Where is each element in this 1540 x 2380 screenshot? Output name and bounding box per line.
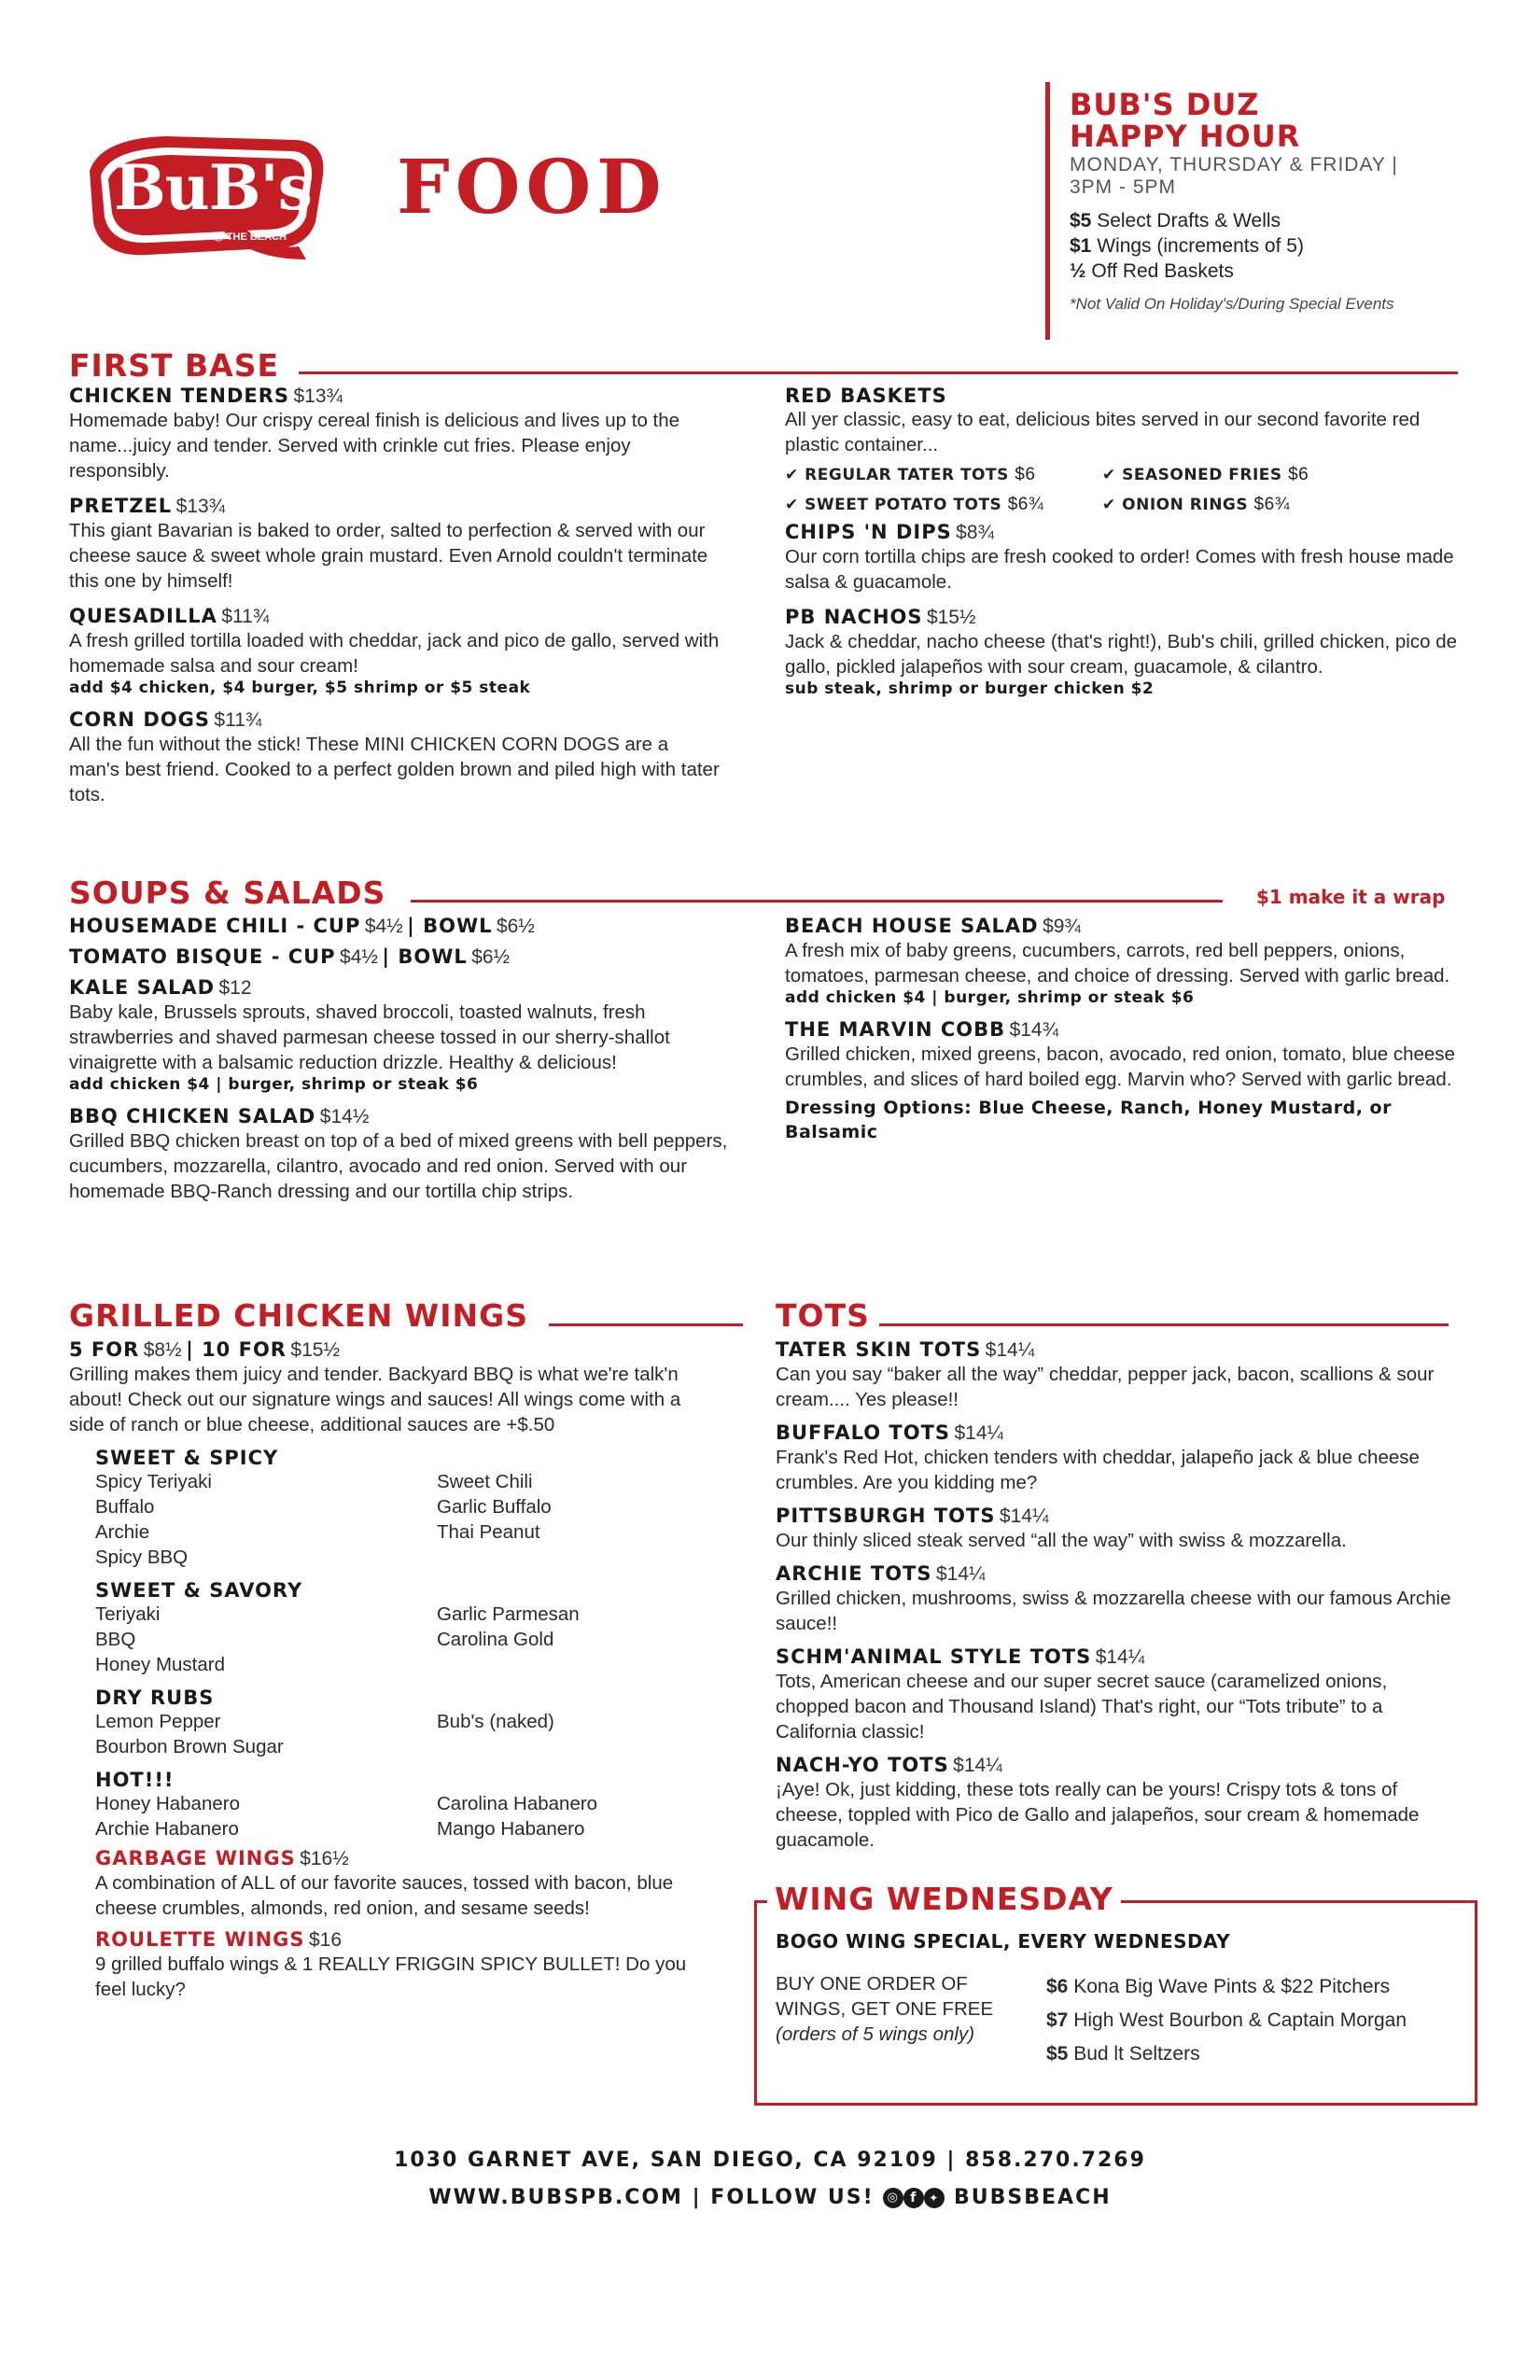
sauce: Archie Habanero (95, 1818, 239, 1840)
page-title: FOOD (397, 143, 667, 231)
wing-wednesday-deals (1046, 1970, 1466, 2071)
sauce-group-title: HOT!!! (95, 1769, 175, 1791)
item-name: THE MARVIN COBB (785, 1018, 1006, 1041)
happy-hour-title-2: HAPPY HOUR (1070, 119, 1301, 154)
deal-price: $5 (1070, 210, 1092, 231)
check-icon: ✔ (785, 496, 805, 514)
item-description: A combination of ALL of our favorite sauces, tossed with bacon, blue cheese crumbles, almonds, red onion, and sesame seeds! (95, 1872, 674, 1919)
deal-price: $6 (1046, 1976, 1069, 1997)
twitter-icon[interactable]: ✦ (924, 2188, 945, 2208)
wrap-note: $1 make it a wrap (1256, 886, 1446, 908)
happy-hour-days: MONDAY, THURSDAY & FRIDAY | (1070, 154, 1398, 175)
wing-pricing (69, 1338, 741, 1362)
special-wing-item (95, 1847, 741, 1921)
item-addon: sub steak, shrimp or burger chicken $2 (785, 679, 1155, 698)
deal-row (1046, 2037, 1466, 2071)
sauce (437, 1734, 717, 1759)
sauce: Spicy BBQ (95, 1547, 189, 1568)
item-description: A fresh mix of baby greens, cucumbers, carrots, red bell peppers, onions, tomatoes, parmesan cheese, and choice of dressing. Served with garlic bread. (785, 940, 1450, 987)
salads-right-column (785, 915, 1457, 1144)
deal-text: Select Drafts & Wells (1097, 210, 1281, 231)
menu-item (69, 1105, 741, 1204)
sauce: Spicy Teriyaki (95, 1471, 212, 1492)
item-addon: add chicken $4 | burger, shrimp or steak $6 (69, 1075, 479, 1094)
deal-price: $5 (1046, 2043, 1069, 2065)
menu-item (785, 915, 1457, 1007)
wing-qty: 5 FOR (69, 1338, 140, 1361)
separator: | (407, 915, 424, 937)
item-description: Can you say “baker all the way” cheddar, pepper jack, bacon, scallions & sour cream.... Yes please!! (776, 1364, 1435, 1410)
item-name: PB NACHOS (785, 606, 923, 628)
item-name: TATER SKIN TOTS (776, 1338, 982, 1361)
happy-hour-hours: 3PM - 5PM (1070, 176, 1177, 198)
wings-column (69, 1338, 741, 2013)
sauce: Bub's (naked) (437, 1711, 554, 1732)
happy-hour-deal (1070, 259, 1499, 284)
item-name: HOUSEMADE CHILI - CUP (69, 915, 361, 937)
offer-line: WINGS, GET ONE FREE (776, 1998, 994, 2020)
deal-price: ½ (1070, 260, 1086, 282)
item-addon: add $4 chicken, $4 burger, $5 shrimp or $5 steak (69, 679, 531, 697)
item-description: Grilled BBQ chicken breast on top of a bed of mixed greens with bell peppers, cucumbers, mozzarella, cilantro, avocado and red onion. Served with our homemade BBQ-Ranch dressing and our tortilla chip strips. (69, 1130, 728, 1202)
menu-item (785, 606, 1457, 698)
deal-text: High West Bourbon & Captain Morgan (1073, 2009, 1407, 2031)
item-name: PRETZEL (69, 495, 173, 517)
item-price: $14¼ (953, 1755, 1002, 1776)
menu-item (776, 1505, 1457, 1553)
deal-text: Wings (increments of 5) (1097, 235, 1304, 257)
item-price: $11¾ (221, 606, 270, 627)
menu-item (776, 1645, 1457, 1744)
logo-text: BuB's (114, 151, 312, 224)
sauce: Carolina Habanero (437, 1793, 598, 1814)
sauce (437, 1545, 717, 1570)
item-price: $13¾ (175, 496, 226, 517)
item-description: This giant Bavarian is baked to order, salted to perfection & served with our cheese sauce & sweet whole grain mustard. Even Arnold couldn't terminate this one by himself! (69, 520, 708, 592)
basket-option: ✔ ONION RINGS $6¾ (1102, 495, 1291, 514)
wing-qty: 10 FOR (202, 1338, 287, 1361)
item-name: CORN DOGS (69, 708, 210, 731)
footer-social (0, 2186, 1540, 2209)
item-name: QUESADILLA (69, 605, 217, 627)
sauce: Garlic Buffalo (437, 1496, 552, 1518)
menu-item (785, 521, 1457, 595)
item-price: $14¼ (1095, 1646, 1145, 1668)
first-base-title: FIRST BASE (69, 347, 279, 384)
item-name: GARBAGE WINGS (95, 1847, 296, 1869)
menu-item (776, 1562, 1457, 1636)
deal-price: $7 (1046, 2009, 1069, 2031)
menu-item (776, 1754, 1457, 1853)
item-description: All the fun without the stick! These MINI CHICKEN CORN DOGS are a man's best friend. Cooked to a perfect golden brown and piled high with tater tots. (69, 734, 720, 805)
item-name: CHIPS 'N DIPS (785, 521, 952, 543)
item-name: KALE SALAD (69, 976, 216, 999)
item-description: Our corn tortilla chips are fresh cooked to order! Comes with fresh house made salsa & guacamole. (785, 546, 1454, 593)
sauce-group-title: SWEET & SAVORY (95, 1579, 303, 1602)
basket-options (785, 495, 1457, 515)
item-name: TOMATO BISQUE - CUP (69, 945, 336, 968)
dressing-options: Dressing Options: Blue Cheese, Ranch, Honey Mustard, or Balsamic (785, 1098, 1392, 1142)
soups-salads-title: SOUPS & SALADS (69, 875, 386, 911)
menu-item (69, 605, 722, 697)
item-price: $4½ (340, 946, 378, 968)
sauce: Buffalo (95, 1496, 155, 1518)
wing-wednesday-subtitle: BOGO WING SPECIAL, EVERY WEDNESDAY (776, 1930, 1231, 1953)
deal-text: Kona Big Wave Pints & $22 Pitchers (1073, 1976, 1391, 1997)
item-price: $13¾ (293, 385, 343, 407)
item-name: RED BASKETS (785, 385, 947, 407)
item-price: $14¾ (1009, 1019, 1059, 1041)
item-price: $6½ (497, 916, 535, 937)
item-name: PITTSBURGH TOTS (776, 1505, 996, 1527)
check-icon: ✔ (1102, 496, 1123, 514)
first-base-left-column (69, 385, 722, 819)
item-description: Grilled chicken, mixed greens, bacon, avocado, red onion, tomato, blue cheese crumbles, and slices of hard boiled egg. Marvin who? Served with garlic bread. (785, 1043, 1455, 1090)
soup-item (69, 915, 741, 938)
first-base-right-column (785, 385, 1457, 709)
happy-hour (1070, 89, 1499, 314)
sauce-grid (95, 1602, 741, 1677)
sauce: Mango Habanero (437, 1818, 585, 1840)
item-name: ROULETTE WINGS (95, 1928, 305, 1951)
item-price: $11¾ (214, 709, 262, 731)
footer-handle[interactable]: BUBSBEACH (954, 2186, 1112, 2209)
item-price: $15½ (290, 1339, 340, 1361)
item-size: BOWL (423, 915, 493, 937)
item-name: NACH-YO TOTS (776, 1754, 949, 1776)
item-description: Tots, American cheese and our super secret sauce (caramelized onions, chopped bacon and Thousand Island) That's right, our “Tots tribute” to a California classic! (776, 1671, 1388, 1743)
item-size: BOWL (398, 945, 468, 968)
check-icon: ✔ (1102, 466, 1123, 484)
footer-website[interactable]: WWW.BUBSPB.COM | FOLLOW US! (428, 2186, 875, 2209)
item-price: $6½ (471, 946, 511, 968)
sauce: Sweet Chili (437, 1471, 533, 1492)
sauce: Garlic Parmesan (437, 1603, 580, 1625)
sauce-list (95, 1447, 741, 2002)
first-base-rule (299, 371, 1458, 374)
happy-hour-deal (1070, 208, 1499, 233)
item-description: Grilled chicken, mushrooms, swiss & mozzarella cheese with our famous Archie sauce!! (776, 1588, 1451, 1634)
sauce: Teriyaki (95, 1603, 161, 1625)
menu-item (69, 495, 722, 594)
happy-hour-divider (1045, 82, 1050, 340)
item-name: BEACH HOUSE SALAD (785, 915, 1039, 937)
sauce: Thai Peanut (437, 1521, 540, 1543)
menu-item (69, 385, 722, 483)
sauce: Carolina Gold (437, 1629, 554, 1650)
tots-rule (879, 1323, 1449, 1326)
wings-description: Grilling makes them juicy and tender. Backyard BBQ is what we're talk'n about! Check out our signature wings and sauces! All wings come with a side of ranch or blue cheese, additional sauces are +$.50 (69, 1364, 681, 1435)
item-price: $8¾ (956, 522, 995, 543)
wings-title: GRILLED CHICKEN WINGS (69, 1297, 528, 1334)
deal-price: $1 (1070, 235, 1092, 257)
basket-options (785, 465, 1457, 485)
item-description: Jack & cheddar, nacho cheese (that's right!), Bub's chili, grilled chicken, pico de gallo, pickled jalapeños with sour cream, guacamole, & cilantro. (785, 631, 1458, 678)
sauce-group-title: DRY RUBS (95, 1687, 215, 1709)
deal-text: Off Red Baskets (1091, 260, 1234, 282)
sauce: Honey Mustard (95, 1654, 226, 1675)
item-description: Frank's Red Hot, chicken tenders with cheddar, jalapeño jack & blue cheese crumbles. Are you kidding me? (776, 1447, 1420, 1493)
sauce: BBQ (95, 1629, 136, 1650)
basket-option: ✔ SEASONED FRIES $6 (1102, 465, 1309, 484)
offer-note: (orders of 5 wings only) (776, 2023, 975, 2045)
wing-wednesday-title: WING WEDNESDAY (767, 1881, 1121, 1917)
soups-left-column (69, 915, 741, 1215)
sauce-grid (95, 1791, 741, 1841)
sauce: Archie (95, 1521, 150, 1543)
item-description: ¡Aye! Ok, just kidding, these tots really can be yours! Crispy tots & tons of cheese, toppled with Pico de Gallo and jalapeños, sour cream & homemade guacamole. (776, 1779, 1420, 1851)
sauce: Bourbon Brown Sugar (95, 1736, 284, 1757)
sauce: Lemon Pepper (95, 1711, 221, 1732)
facebook-icon[interactable]: f (903, 2188, 924, 2208)
item-description: Our thinly sliced steak served “all the way” with swiss & mozzarella. (776, 1530, 1347, 1551)
deal-text: Bud lt Seltzers (1073, 2043, 1200, 2065)
separator: | (186, 1338, 203, 1361)
soup-item (69, 945, 741, 969)
menu-item (785, 1018, 1457, 1092)
separator: | (382, 945, 399, 968)
item-price: $14¼ (985, 1339, 1035, 1361)
item-description: Baby kale, Brussels sprouts, shaved broccoli, toasted walnuts, fresh strawberries and shaved parmesan cheese tossed in our sherry-shallot vinaigrette with a balsamic reduction drizzle. Healthy & delicious! (69, 1001, 670, 1073)
item-price: $8½ (143, 1339, 182, 1361)
item-price: $14¼ (954, 1422, 1004, 1444)
item-description: Homemade baby! Our crispy cereal finish is delicious and lives up to the name...juicy and tender. Served with crinkle cut fries. Please enjoy responsibly. (69, 410, 680, 482)
item-price: $9¾ (1043, 916, 1081, 937)
item-price: $16 (308, 1929, 343, 1951)
item-price: $15½ (926, 607, 976, 628)
item-name: SCHM'ANIMAL STYLE TOTS (776, 1645, 1092, 1668)
deal-row (1046, 2004, 1466, 2037)
sauce-group-title: SWEET & SPICY (95, 1447, 279, 1469)
menu-item (69, 708, 722, 807)
item-name: BUFFALO TOTS (776, 1421, 951, 1444)
happy-hour-title-1: BUB'S DUZ (1070, 87, 1260, 122)
item-price: $16½ (300, 1848, 349, 1869)
item-name: CHICKEN TENDERS (69, 385, 290, 407)
item-name: ARCHIE TOTS (776, 1562, 932, 1585)
menu-item (69, 976, 741, 1094)
item-price: $4½ (364, 916, 403, 937)
item-description: A fresh grilled tortilla loaded with cheddar, jack and pico de gallo, served with homemade salsa and sour cream! (69, 630, 720, 677)
menu-item (776, 1338, 1457, 1412)
menu-item (776, 1421, 1457, 1495)
item-price: $14¼ (999, 1505, 1049, 1527)
sauce-grid (95, 1709, 741, 1759)
item-description: All yer classic, easy to eat, delicious bites served in our second favorite red plastic container... (785, 409, 1421, 455)
instagram-icon[interactable]: ◎ (883, 2188, 903, 2208)
item-price: $14¼ (935, 1563, 986, 1585)
tots-title: TOTS (776, 1297, 870, 1334)
wing-wednesday-offer (776, 1971, 1028, 2047)
tots-column (776, 1338, 1457, 1864)
logo-subtext: @ THE BEACH (214, 231, 287, 243)
soups-salads-rule (411, 900, 1223, 903)
sauce: Honey Habanero (95, 1793, 240, 1814)
basket-option: ✔ SWEET POTATO TOTS $6¾ (785, 495, 1044, 514)
item-addon: add chicken $4 | burger, shrimp or steak $6 (785, 988, 1195, 1007)
sauce-grid (95, 1469, 741, 1570)
logo (82, 119, 336, 269)
item-price: $14½ (319, 1106, 370, 1127)
item-name: BBQ CHICKEN SALAD (69, 1105, 316, 1127)
happy-hour-note: *Not Valid On Holiday's/During Special Events (1070, 295, 1394, 313)
deal-row (1046, 1970, 1466, 2004)
basket-option: ✔ REGULAR TATER TOTS $6 (785, 465, 1036, 484)
red-baskets (785, 385, 1457, 515)
item-price: $12 (218, 977, 252, 999)
offer-line: BUY ONE ORDER OF (776, 1973, 968, 1995)
footer-address: 1030 GARNET AVE, SAN DIEGO, CA 92109 | 858.270.7269 (394, 2149, 1146, 2172)
item-description: 9 grilled buffalo wings & 1 REALLY FRIGGIN SPICY BULLET! Do you feel lucky? (95, 1953, 687, 2000)
wings-rule (549, 1323, 743, 1326)
check-icon: ✔ (785, 466, 805, 484)
happy-hour-deal (1070, 233, 1499, 259)
sauce (437, 1652, 717, 1677)
special-wing-item (95, 1928, 741, 2002)
